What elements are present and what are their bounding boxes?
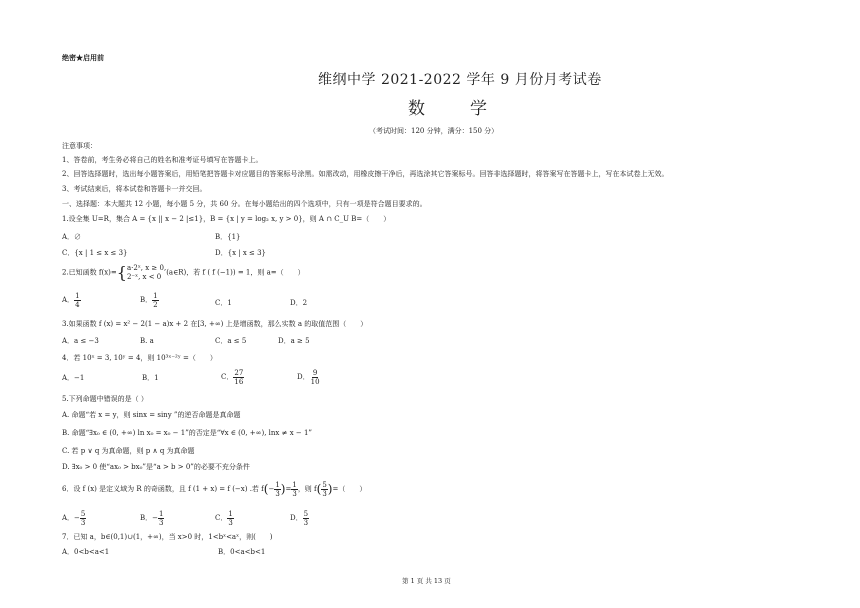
q2-option-b [140, 292, 159, 309]
q2-b-fraction [152, 292, 158, 309]
q6-option-b [140, 510, 164, 527]
q2-a-fraction [74, 292, 80, 309]
q6-stem-b: = [285, 485, 292, 493]
q6-d-fraction [303, 510, 309, 527]
q5-option-d: D. ∃x₀ > 0 使“ax₀ > bx₀”是“a > b > 0”的必要不充分条件 [62, 463, 250, 471]
q6-a-label: A．− [62, 514, 80, 522]
q4-d-label: D． [297, 373, 310, 381]
q3-option-b: B. a [140, 337, 154, 345]
q6-arg1-num: 1 [275, 481, 280, 489]
q2-case-2: 2⁻ˣ, x < 0 [126, 273, 162, 281]
q6-b-label: B．− [140, 514, 159, 522]
q7-option-a: A．0<b<a<1 [62, 548, 110, 556]
q6-arg2-num: 5 [322, 481, 327, 489]
note-3: 3、考试结束后，将本试卷和答题卡一并交回。 [62, 185, 207, 193]
q5-option-b: B. 命题“∃x₀ ∈ (0, +∞) ln x₀ = x₀ − 1”的否定是“∀x ∈ (0, +∞), lnx ≠ x − 1” [62, 429, 312, 437]
q6-b-num: 1 [159, 510, 164, 518]
section-heading: 一、选择题：本大题共 12 小题，每小题 5 分，共 60 分。在每小题给出的四个选项中，只有一项是符合题目要求的。 [62, 200, 427, 208]
piecewise-cases [127, 264, 166, 282]
q6-b-den: 3 [159, 519, 164, 527]
piecewise-brace: { [116, 263, 127, 282]
q4-option-a: A．−1 [62, 374, 85, 382]
q6-minus: − [268, 485, 275, 493]
question-1-stem: 1.设全集 U=R，集合 A = {x || x − 2 |≤1}，B = {x | y = log₂ x, y > 0}，则 A ∩ C_U B=（ ） [62, 215, 391, 223]
question-3-stem: 3.如果函数 f (x) = x² − 2(1 − a)x + 2 在[3, +∞) 上是增函数，那么实数 a 的取值范围（ ） [62, 320, 368, 328]
q4-d-num: 9 [312, 369, 318, 377]
q1-option-d: D．{x | x ≤ 3} [215, 249, 266, 257]
q6-option-d [290, 510, 309, 527]
q2-case-1: a·2ˣ, x ≥ 0, [126, 264, 167, 272]
q6-paren-open: ( [263, 482, 269, 496]
question-6-stem [62, 481, 366, 498]
q6-option-c [215, 510, 234, 527]
q6-val-den: 3 [292, 490, 297, 498]
q6-b-fraction [158, 510, 164, 527]
page-footer: 第 1 页 共 13 页 [402, 577, 451, 585]
q6-a-num: 5 [80, 510, 86, 518]
q2-b-label: B． [140, 296, 153, 304]
confidential-label: 绝密★启用前 [62, 53, 104, 62]
q6-a-den: 3 [80, 519, 86, 527]
q1-option-c: C．{x | 1 ≤ x ≤ 3} [62, 249, 128, 257]
q2-b-num: 1 [153, 292, 158, 300]
q6-c-den: 3 [228, 519, 233, 527]
exam-title: 维纲中学 2021-2022 学年 9 月份月考试卷 [318, 72, 602, 88]
q2-option-c: C．1 [215, 299, 232, 307]
q6-arg2-den: 3 [322, 490, 327, 498]
q2-a-num: 1 [75, 292, 80, 300]
q4-d-den: 10 [310, 378, 320, 386]
q6-option-a [62, 510, 86, 527]
q6-c-label: C． [215, 514, 228, 522]
q7-option-b: B．0<a<b<1 [218, 548, 266, 556]
q5-option-c: C. 若 p ∨ q 为真命题，则 p ∧ q 为真命题 [62, 447, 195, 455]
q4-option-c [221, 369, 244, 386]
notes-heading: 注意事项： [62, 142, 97, 150]
q1-option-a: A．∅ [62, 233, 82, 241]
q6-paren-close-2: ) [327, 482, 333, 496]
q4-c-num: 27 [234, 369, 244, 377]
q4-c-fraction [233, 369, 244, 386]
q2-a-label: A． [62, 296, 75, 304]
q3-option-c: C．a ≤ 5 [215, 337, 247, 345]
q3-option-a: A．a ≤ −3 [62, 337, 99, 345]
q3-option-d: D．a ≥ 5 [278, 337, 310, 345]
q2-suffix: (a∈R)，若 f ( f (−1)) = 1，则 a=（ ） [166, 268, 305, 277]
exam-time-info: （考试时间：120 分钟，满分：150 分） [369, 127, 499, 135]
question-2-stem [62, 264, 305, 282]
q6-a-fraction [80, 510, 86, 527]
q6-stem-d: =（ ） [332, 485, 367, 493]
q5-option-a: A. 命题“若 x = y，则 sinx = siny ”的逆否命题是真命题 [62, 411, 241, 419]
q6-c-fraction [227, 510, 233, 527]
q2-a-den: 4 [75, 301, 80, 309]
note-2: 2、回答选择题时，选出每小题答案后，用铅笔把答题卡对应题目的答案标号涂黑。如需改动，用橡皮擦干净后，再选涂其它答案标号。回答非选择题时，将答案写在答题卡上，写在本试卷上无效。 [62, 170, 669, 178]
q4-c-den: 16 [234, 378, 244, 386]
question-7-stem: 7．已知 a，b∈(0,1)∪(1，+∞)，当 x>0 时，1<bˣ<aˣ，则( ) [62, 533, 273, 541]
q6-d-num: 5 [303, 510, 309, 518]
question-4-stem: 4．若 10ˣ = 3, 10ʸ = 4，则 10³ˣ⁻²ʸ =（ ） [62, 354, 217, 362]
q6-stem-a: 6．设 f (x) 是定义域为 R 的奇函数，且 f (1 + x) = f (−x) .若 f [62, 485, 264, 493]
q1-option-b: B．{1} [215, 233, 241, 241]
q6-paren-open-2: ( [316, 482, 322, 496]
q6-c-num: 1 [228, 510, 233, 518]
q4-c-label: C． [221, 373, 234, 381]
q6-stem-c: ，则 f [297, 485, 317, 493]
q6-paren-close: ) [280, 482, 286, 496]
q2-option-d: D．2 [290, 299, 308, 307]
q6-d-den: 3 [303, 519, 309, 527]
subject-title: 数 学 [408, 99, 501, 119]
q4-d-fraction [310, 369, 321, 386]
q6-arg1-den: 3 [275, 490, 280, 498]
q2-option-a [62, 292, 81, 309]
note-1: 1、答卷前，考生务必将自己的姓名和准考证号填写在答题卡上。 [62, 156, 263, 164]
q2-b-den: 2 [153, 301, 158, 309]
question-5-stem: 5.下列命题中错误的是（ ） [62, 395, 148, 403]
q4-option-b: B．1 [142, 374, 159, 382]
q4-option-d [297, 369, 321, 386]
q6-val-num: 1 [292, 481, 297, 489]
q6-d-label: D． [290, 514, 303, 522]
q2-prefix: 2.已知函数 f(x)= [62, 268, 117, 277]
